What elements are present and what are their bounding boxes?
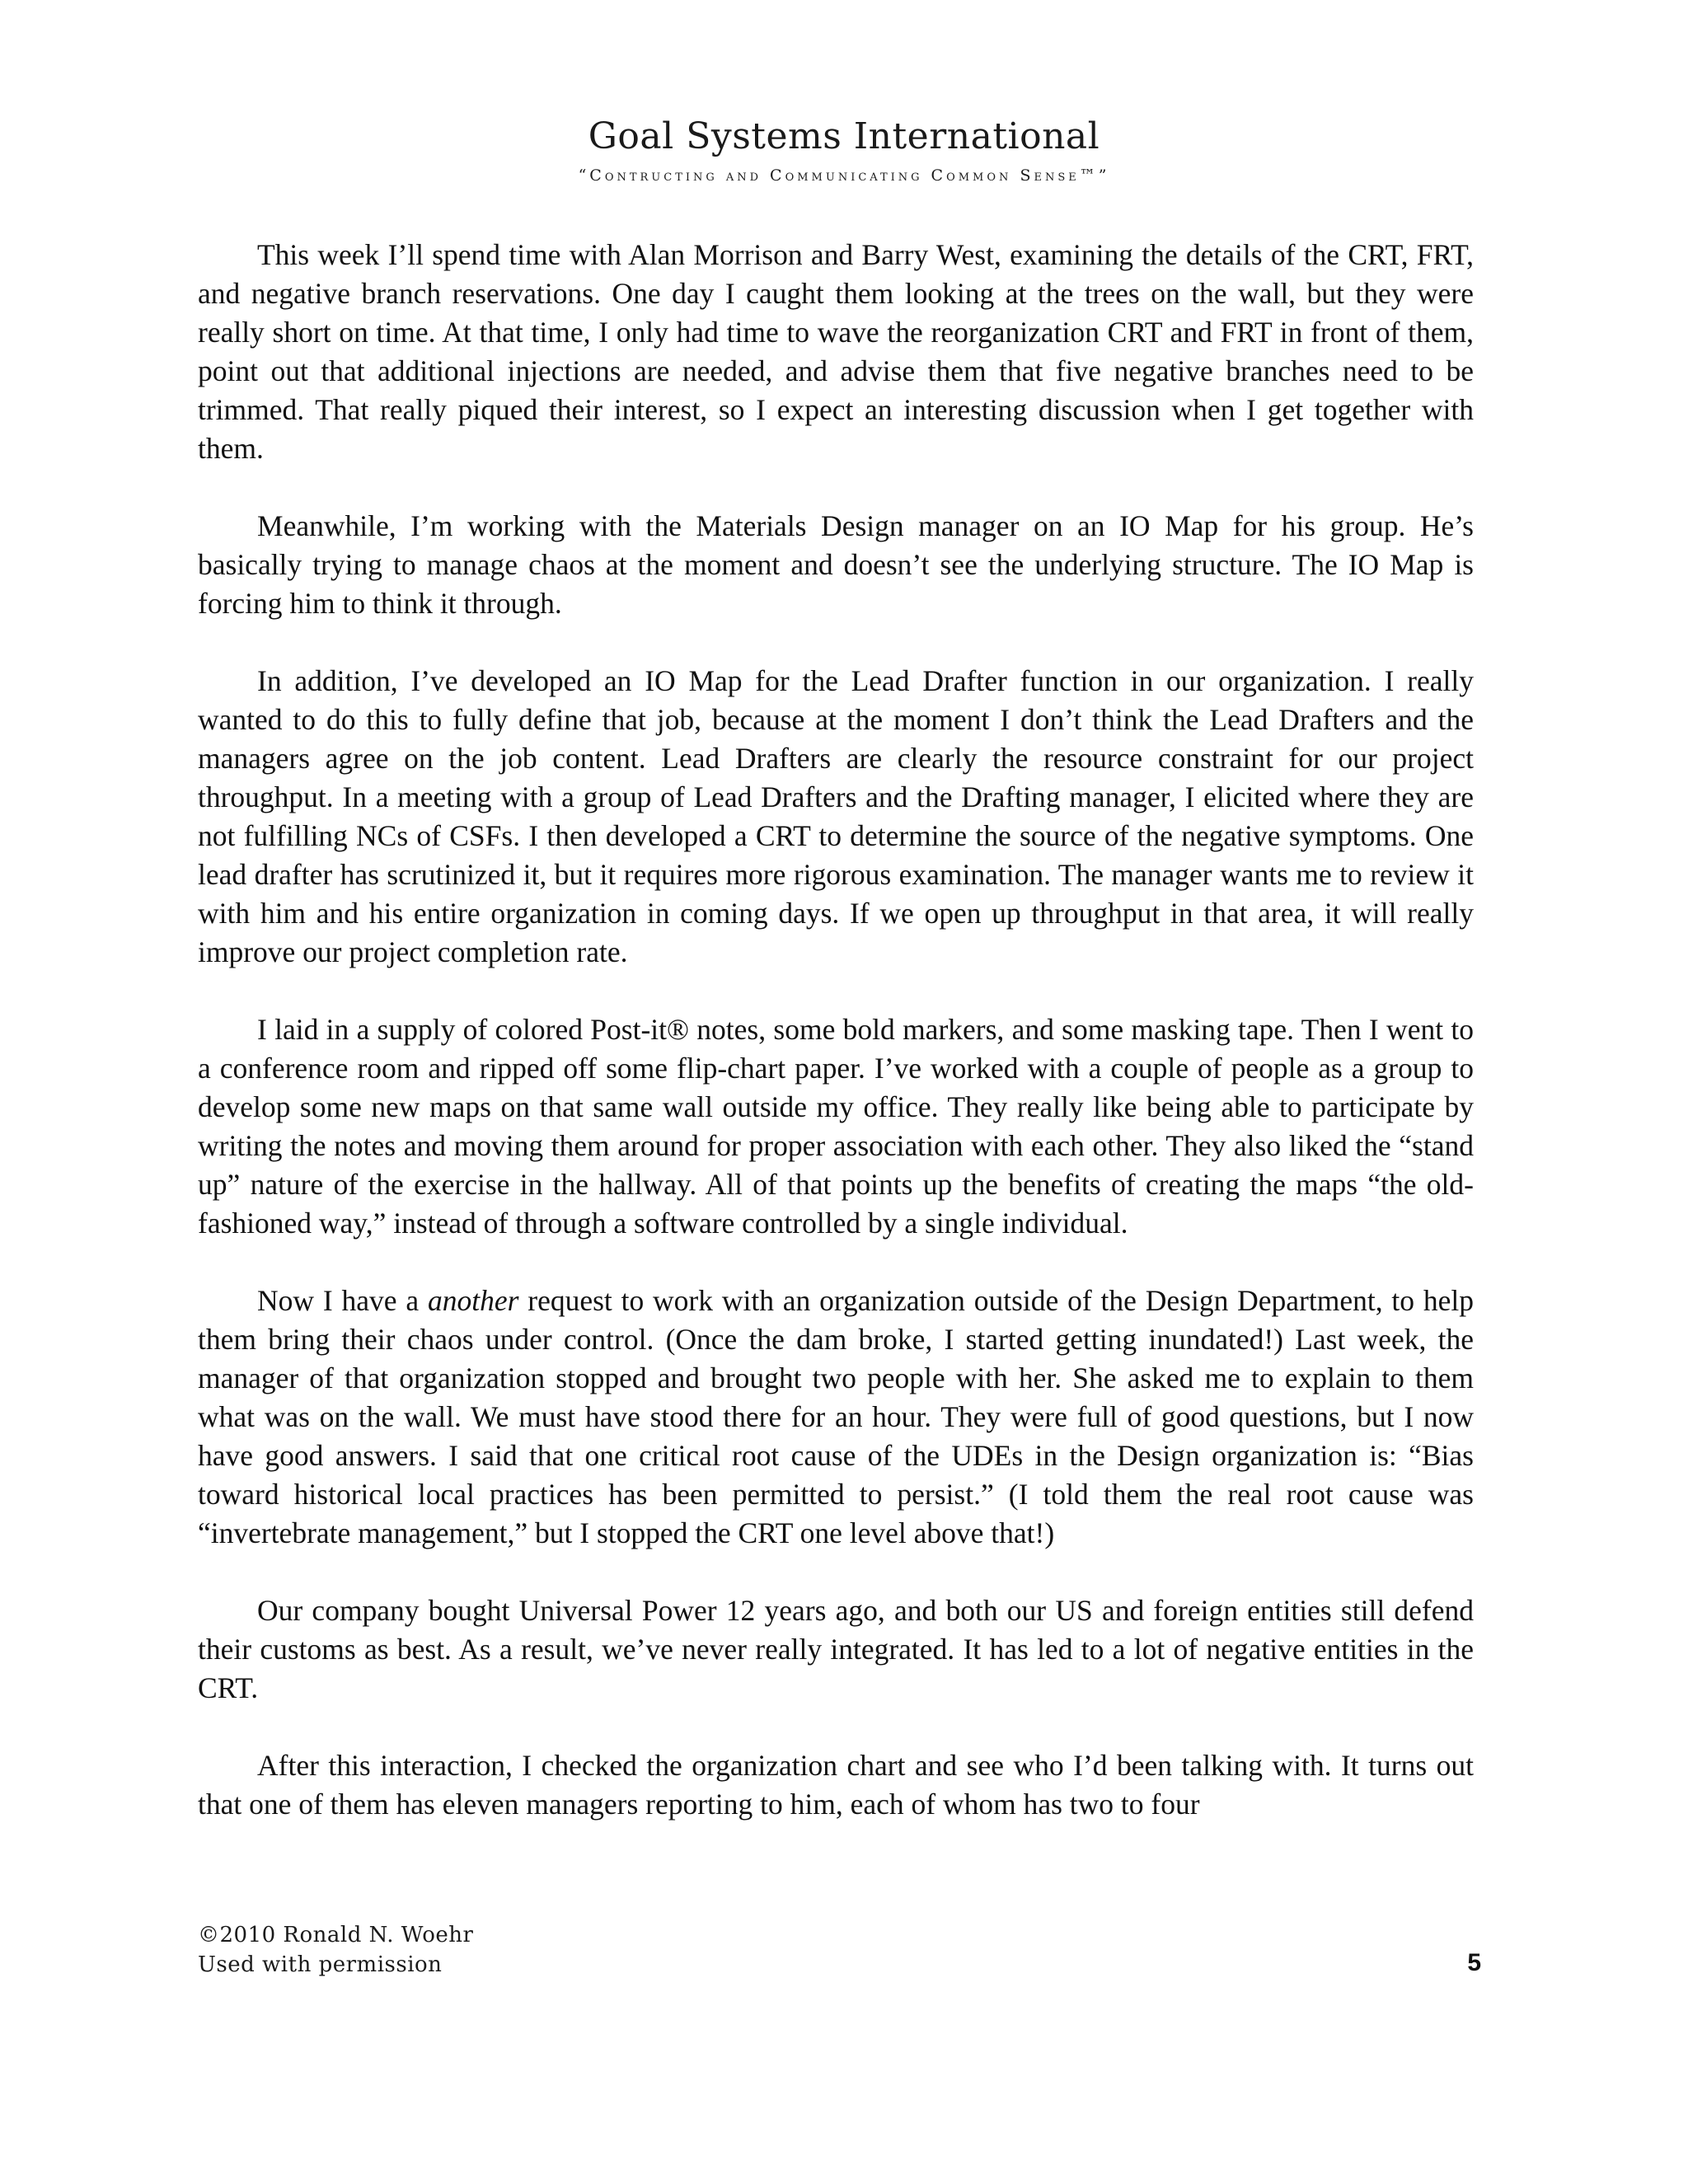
page-header xyxy=(0,114,1688,185)
paragraph: Meanwhile, I’m working with the Materials Design manager on an IO Map for his group. He’s basically trying to manage chaos at the moment and doesn’t see the underlying structure. The IO Map is forcing him to think it through. xyxy=(198,509,1474,620)
paragraph: In addition, I’ve developed an IO Map for the Lead Drafter function in our organization. I really wanted to do this to fully define that job, because at the moment I don’t think the Lead Drafters and the managers agree on the job content. Lead Drafters are clearly the resource constraint for our project throughput. In a meeting with a group of Lead Drafters and the Drafting manager, I elicited where they are not fulfilling NCs of CSFs. I then developed a CRT to determine the source of the negative symptoms. One lead drafter has scrutinized it, but it requires more rigorous examination. The manager wants me to review it with him and his entire organization in coming days. If we open up throughput in that area, it will really improve our project completion rate. xyxy=(198,664,1474,968)
document-body xyxy=(198,236,1474,1824)
paragraph: After this interaction, I checked the organization chart and see who I’d been talking with. It turns out that one of them has eleven managers reporting to him, each of whom has two to four xyxy=(198,1749,1474,1821)
company-name: Goal Systems International xyxy=(588,115,1100,157)
page-footer xyxy=(198,1920,473,1980)
paragraph xyxy=(198,1282,1474,1553)
emphasized-word: another xyxy=(427,1284,519,1317)
paragraph: This week I’ll spend time with Alan Morrison and Barry West, examining the details of the CRT, FRT, and negative branch reservations. One day I caught them looking at the trees on the wall, but they were really short on time. At that time, I only had time to wave the reorganization CRT and FRT in front of them, point out that additional injections are needed, and advise them that five negative branches need to be trimmed. That really piqued their interest, so I expect an interesting discussion when I get together with them. xyxy=(198,238,1474,465)
page-number: 5 xyxy=(1467,1949,1481,1976)
permission-notice: Used with permission xyxy=(198,1952,443,1977)
paragraph-text: request to work with an organization outside of the Design Department, to help them bring their chaos under control. (Once the dam broke, I started getting inundated!) Last week, the manager of that organization stopped and brought two people with her. She asked me to explain to them what was on the wall. We must have stood there for an hour. They were full of good questions, but I now have good answers. I said that one critical root cause of the UDEs in the Design organization is: “Bias toward historical local practices has been permitted to persist.” (I told them the real root cause was “invertebrate management,” but I stopped the CRT one level above that!) xyxy=(198,1284,1474,1549)
copyright-notice: ©2010 Ronald N. Woehr xyxy=(198,1923,474,1947)
paragraph: I laid in a supply of colored Post-it® notes, some bold markers, and some masking tape. Then I went to a conference room and ripped off some flip-chart paper. I’ve worked with a couple of people as a group to develop some new maps on that same wall outside my office. They really like being able to participate by writing the notes and moving them around for proper association with each other. They also liked the “stand up” nature of the exercise in the hallway. All of that points up the benefits of creating the maps “the old-fashioned way,” instead of through a software controlled by a single individual. xyxy=(198,1013,1474,1240)
paragraph-text: Now I have a xyxy=(257,1284,428,1317)
paragraph: Our company bought Universal Power 12 years ago, and both our US and foreign entities still defend their customs as best. As a result, we’ve never really integrated. It has led to a lot of negative entities in the CRT. xyxy=(198,1594,1474,1704)
company-tagline: “Contructing and Communicating Common Sense™” xyxy=(578,166,1110,185)
